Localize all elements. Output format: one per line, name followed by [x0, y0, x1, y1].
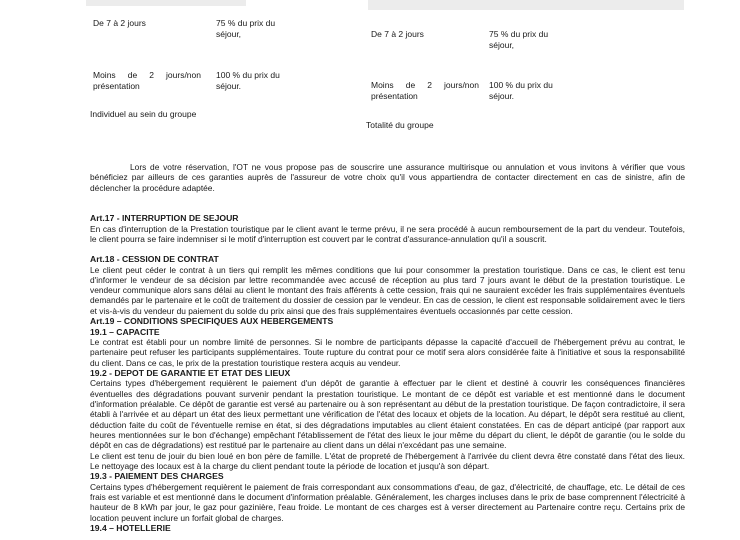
art18-title: Art.18 - CESSION DE CONTRAT [90, 254, 219, 265]
art19-2-text2: Le client est tenu de jouir du bien loué en bon père de famille. L'état de propreté de l'hébergement à l'arrivée du client devra être constaté dans l'état des lieux. Le nettoyage des locaux est à la charge du client pendant toute la période de location et jusqu'à son départ. [90, 450, 685, 471]
art19-1-title: 19.1 – CAPACITE [90, 326, 160, 337]
right-row1-label: De 7 à 2 jours [371, 29, 424, 39]
left-table-top-shade [86, 0, 246, 6]
left-row2-value: 100 % du prix du séjour. [216, 70, 280, 91]
art19-1-text: Le contrat est établi pour un nombre limité de personnes. Si le nombre de participants dépasse la capacité d'accueil de l'hébergement prévu au contrat, le partenaire peut refuser les participants supplémentaires. Toute rupture du contrat pour ce motif sera alors considérée faite à l'initiative et sous la responsabilité du client. Dans ce cas, le prix de la prestation touristique restera acquis au vendeur. [90, 337, 685, 368]
left-row2-label: Moins de 2 jours/non présentation [93, 70, 201, 91]
art19-title: Art.19 – CONDITIONS SPECIFIQUES AUX HEBERGEMENTS [90, 316, 334, 327]
right-table-top-shade [368, 0, 684, 10]
art19-4-title: 19.4 – HOTELLERIE [90, 522, 171, 533]
art19-3-title: 19.3 - PAIEMENT DES CHARGES [90, 471, 224, 482]
left-row1-value: 75 % du prix du séjour, [216, 18, 276, 39]
art17-text: En cas d'interruption de la Prestation touristique par le client avant le terme prévu, il ne sera procédé à aucun remboursement de la part du vendeur. Toutefois, le client pourra se faire indemniser si le motif d'interruption est couvert par le contrat d'assurance-annulation qu'il a souscrit. [90, 223, 685, 244]
right-row1-value: 75 % du prix du séjour, [489, 29, 549, 50]
art17-title: Art.17 - INTERRUPTION DE SEJOUR [90, 213, 239, 223]
art19-3-text: Certains types d'hébergement requièrent le paiement de frais correspondant aux consommations d'eau, de gaz, d'électricité, de chauffage, etc. Le détail de ces frais est variable et est mentionné dans le document d'information préalable. Généralement, les charges incluses dans le prix de base comprennent l'électricité à hauteur de 8 kWh par jour, le gaz pour gazinière, l'eau froide. Le montant de ces charges est à verser directement au Partenaire contre reçu. Certains prix de location peuvent inclure un forfait global de charges. [90, 481, 685, 523]
left-table-caption: Individuel au sein du groupe [90, 109, 197, 119]
insurance-intro: Lors de votre réservation, l'OT ne vous propose pas de souscrire une assurance multirisque ou annulation et vous invitons à vérifier que vous bénéficiez par ailleurs de ces garanties auprès de l'assureur de votre choix qu'il vous appartiendra de contacter directement en cas de sinistre, afin de déclencher la procédure adaptée. [90, 162, 685, 193]
right-row2-label: Moins de 2 jours/non présentation [371, 80, 479, 101]
art19-2-title: 19.2 - DEPOT DE GARANTIE ET ETAT DES LIEUX [90, 367, 291, 378]
left-row1-label: De 7 à 2 jours [93, 18, 146, 28]
right-row2-value: 100 % du prix du séjour. [489, 80, 553, 101]
art18-text: Le client peut céder le contrat à un tiers qui remplit les mêmes conditions que lui pour consommer la prestation touristique. Dans ce cas, le client est tenu d'informer le vendeur de sa décision par lettre recommandée avec accusé de réception au plus tard 7 jours avant le début de la prestation touristique. Le vendeur communique alors sans délai au client le montant des frais afférents à cette cession, frais qui ne sauraient excéder les frais supplémentaires éventuels demandés par le partenaire et le coût de traitement du dossier de cession par le vendeur. En cas de cession, le client est responsable solidairement avec le tiers et vis-à-vis du vendeur du paiement du solde du prix ainsi que des frais supplémentaires éventuels occasionnés par cette cession. [90, 264, 685, 316]
art19-2-text1: Certains types d'hébergement requièrent le paiement d'un dépôt de garantie à effectuer par le client et destiné à couvrir les conséquences financières éventuelles des dégradations pouvant survenir pendant la prestation touristique. Le montant de ce dépôt est variable et est mentionné dans le document d'information préalable. Ce dépôt de garantie est versé au partenaire ou à son représentant au début de la prestation touristique. De façon contradictoire, il sera établi à l'arrivée et au départ un état des lieux permettant une vérification de l'état des locaux et objets de la location. Au départ, le dépôt sera restitué au client, déduction faite du coût de l'éventuelle remise en état, si des dégradations imputables au client étaient constatées. En cas de départ anticipé (par rapport aux heures mentionnées sur le bon d'échange) empêchant l'établissement de l'état des lieux le jour même du départ du client, le dépôt de garantie (ou le solde du dépôt en cas de dégradations) est restitué par le partenaire au client dans un délai n'excédant pas une semaine. [90, 378, 685, 451]
articles-block [90, 213, 685, 533]
right-table-caption: Totalité du groupe [366, 120, 434, 130]
